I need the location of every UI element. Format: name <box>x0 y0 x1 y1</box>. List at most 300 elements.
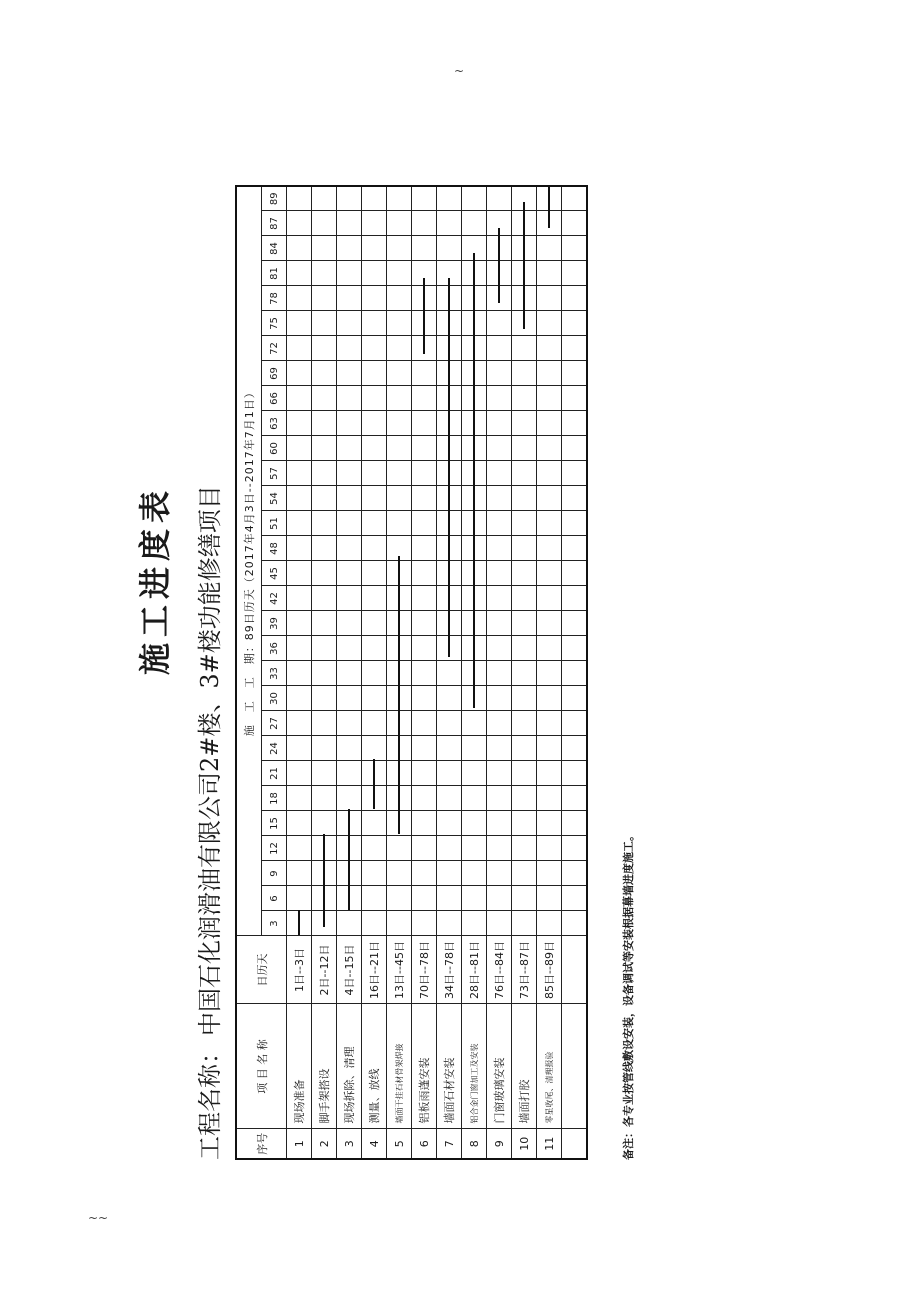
row-seq: 11 <box>537 1129 562 1159</box>
timeline-cell <box>487 761 512 786</box>
timeline-cell <box>337 611 362 636</box>
period-header: 施 工 工 期：89日历天（2017年4月3日--2017年7月1日） <box>236 186 262 936</box>
empty-cell <box>562 236 588 261</box>
timeline-cell <box>487 211 512 236</box>
timeline-cell <box>412 286 437 311</box>
timeline-cell <box>537 261 562 286</box>
timeline-cell <box>537 536 562 561</box>
empty-cell <box>562 711 588 736</box>
row-task-name: 脚手架搭设 <box>312 1004 337 1129</box>
row-seq: 9 <box>487 1129 512 1159</box>
row-duration: 76日--84日 <box>487 936 512 1004</box>
row-task-name: 现场拆除、清理 <box>337 1004 362 1129</box>
timeline-cell <box>512 486 537 511</box>
row-duration: 28日--81日 <box>462 936 487 1004</box>
timeline-cell <box>512 586 537 611</box>
timeline-cell <box>462 836 487 861</box>
day-tick: 15 <box>262 811 287 836</box>
timeline-cell <box>487 861 512 886</box>
empty-cell <box>562 311 588 336</box>
timeline-cell <box>287 236 312 261</box>
timeline-cell <box>437 586 462 611</box>
timeline-cell <box>312 461 337 486</box>
timeline-cell <box>337 636 362 661</box>
timeline-cell <box>537 436 562 461</box>
timeline-cell <box>437 511 462 536</box>
timeline-cell <box>537 586 562 611</box>
timeline-cell <box>362 911 387 936</box>
project-line <box>190 485 230 1160</box>
timeline-cell <box>337 511 362 536</box>
timeline-cell <box>437 311 462 336</box>
timeline-cell <box>487 536 512 561</box>
timeline-cell <box>487 436 512 461</box>
empty-cell <box>562 761 588 786</box>
timeline-cell <box>437 736 462 761</box>
empty-cell <box>562 836 588 861</box>
row-task-name: 门窗玻璃安装 <box>487 1004 512 1129</box>
timeline-cell <box>337 836 362 861</box>
timeline-cell <box>462 911 487 936</box>
timeline-cell <box>462 361 487 386</box>
empty-cell <box>562 411 588 436</box>
timeline-cell <box>487 661 512 686</box>
timeline-cell <box>387 211 412 236</box>
timeline-cell <box>362 761 387 786</box>
row-duration: 13日--45日 <box>387 936 412 1004</box>
timeline-cell <box>287 786 312 811</box>
timeline-cell <box>537 836 562 861</box>
timeline-cell <box>412 811 437 836</box>
timeline-cell <box>462 561 487 586</box>
page-title: 施工进度表 <box>136 485 174 676</box>
empty-cell <box>562 636 588 661</box>
empty-cell <box>562 461 588 486</box>
timeline-cell <box>462 186 487 211</box>
timeline-cell <box>537 411 562 436</box>
empty-cell <box>562 261 588 286</box>
row-task-name: 零星收尾、清理报验 <box>537 1004 562 1129</box>
timeline-cell <box>537 761 562 786</box>
timeline-cell <box>312 261 337 286</box>
timeline-cell <box>462 436 487 461</box>
timeline-cell <box>412 186 437 211</box>
timeline-cell <box>312 761 337 786</box>
timeline-cell <box>337 561 362 586</box>
timeline-cell <box>512 311 537 336</box>
timeline-cell <box>312 686 337 711</box>
timeline-cell <box>487 786 512 811</box>
timeline-cell <box>487 911 512 936</box>
timeline-cell <box>337 861 362 886</box>
timeline-cell <box>412 361 437 386</box>
timeline-cell <box>387 436 412 461</box>
timeline-cell <box>462 286 487 311</box>
timeline-cell <box>337 386 362 411</box>
timeline-cell <box>312 511 337 536</box>
timeline-cell <box>537 211 562 236</box>
timeline-cell <box>487 886 512 911</box>
timeline-cell <box>312 861 337 886</box>
day-tick: 48 <box>262 536 287 561</box>
timeline-cell <box>287 386 312 411</box>
timeline-cell <box>437 486 462 511</box>
empty-cell <box>562 936 588 1004</box>
timeline-cell <box>312 611 337 636</box>
timeline-cell <box>337 361 362 386</box>
days-header: 日历天 <box>236 936 287 1004</box>
timeline-cell <box>462 511 487 536</box>
timeline-cell <box>362 311 387 336</box>
empty-cell <box>562 1129 588 1159</box>
timeline-cell <box>412 786 437 811</box>
timeline-cell <box>462 686 487 711</box>
timeline-cell <box>362 861 387 886</box>
timeline-cell <box>512 336 537 361</box>
timeline-cell <box>387 711 412 736</box>
timeline-cell <box>537 386 562 411</box>
timeline-cell <box>287 661 312 686</box>
timeline-cell <box>312 561 337 586</box>
timeline-cell <box>437 536 462 561</box>
timeline-cell <box>362 286 387 311</box>
timeline-cell <box>412 686 437 711</box>
timeline-cell <box>437 761 462 786</box>
timeline-cell <box>537 286 562 311</box>
timeline-cell <box>437 711 462 736</box>
timeline-cell <box>487 736 512 761</box>
timeline-cell <box>412 386 437 411</box>
schedule-row <box>412 186 437 1159</box>
gantt-bar <box>298 910 300 935</box>
timeline-cell <box>537 861 562 886</box>
timeline-cell <box>387 411 412 436</box>
timeline-cell <box>312 836 337 861</box>
timeline-cell <box>437 261 462 286</box>
schedule-row <box>462 186 487 1159</box>
timeline-cell <box>487 611 512 636</box>
timeline-cell <box>437 811 462 836</box>
timeline-cell <box>287 211 312 236</box>
empty-cell <box>562 286 588 311</box>
timeline-cell <box>362 336 387 361</box>
row-seq: 6 <box>412 1129 437 1159</box>
timeline-cell <box>537 236 562 261</box>
empty-cell <box>562 611 588 636</box>
timeline-cell <box>312 736 337 761</box>
timeline-cell <box>312 886 337 911</box>
day-tick: 3 <box>262 911 287 936</box>
timeline-cell <box>512 286 537 311</box>
timeline-cell <box>412 436 437 461</box>
timeline-cell <box>362 411 387 436</box>
schedule-row <box>337 186 362 1159</box>
timeline-cell <box>537 736 562 761</box>
timeline-cell <box>387 661 412 686</box>
timeline-cell <box>362 436 387 461</box>
timeline-cell <box>462 336 487 361</box>
empty-cell <box>562 911 588 936</box>
row-seq: 3 <box>337 1129 362 1159</box>
timeline-cell <box>387 836 412 861</box>
empty-row <box>562 186 588 1159</box>
row-duration: 1日--3日 <box>287 936 312 1004</box>
timeline-cell <box>287 811 312 836</box>
day-tick: 57 <box>262 461 287 486</box>
timeline-cell <box>512 361 537 386</box>
timeline-cell <box>387 286 412 311</box>
timeline-cell <box>462 411 487 436</box>
timeline-cell <box>387 611 412 636</box>
day-tick: 45 <box>262 561 287 586</box>
timeline-cell <box>462 736 487 761</box>
row-duration: 4日--15日 <box>337 936 362 1004</box>
day-tick: 24 <box>262 736 287 761</box>
timeline-cell <box>362 236 387 261</box>
timeline-cell <box>487 186 512 211</box>
timeline-cell <box>537 511 562 536</box>
timeline-cell <box>362 686 387 711</box>
timeline-cell <box>312 411 337 436</box>
seq-header: 序号 <box>236 1129 287 1159</box>
timeline-cell <box>312 636 337 661</box>
day-tick: 54 <box>262 486 287 511</box>
timeline-cell <box>337 436 362 461</box>
timeline-cell <box>337 786 362 811</box>
timeline-cell <box>337 686 362 711</box>
empty-cell <box>562 661 588 686</box>
timeline-cell <box>512 811 537 836</box>
empty-cell <box>562 511 588 536</box>
timeline-cell <box>337 186 362 211</box>
timeline-cell <box>437 211 462 236</box>
timeline-cell <box>362 536 387 561</box>
row-seq: 4 <box>362 1129 387 1159</box>
timeline-cell <box>387 861 412 886</box>
timeline-cell <box>512 786 537 811</box>
day-tick: 87 <box>262 211 287 236</box>
timeline-cell <box>487 336 512 361</box>
timeline-cell <box>462 536 487 561</box>
timeline-cell <box>337 236 362 261</box>
timeline-cell <box>462 761 487 786</box>
timeline-cell <box>287 686 312 711</box>
timeline-cell <box>512 761 537 786</box>
timeline-cell <box>462 811 487 836</box>
row-seq: 2 <box>312 1129 337 1159</box>
timeline-cell <box>387 786 412 811</box>
day-tick: 78 <box>262 286 287 311</box>
timeline-cell <box>487 811 512 836</box>
timeline-cell <box>487 311 512 336</box>
row-seq: 7 <box>437 1129 462 1159</box>
timeline-cell <box>312 311 337 336</box>
day-tick: 30 <box>262 686 287 711</box>
timeline-cell <box>362 461 387 486</box>
timeline-cell <box>412 636 437 661</box>
timeline-cell <box>337 711 362 736</box>
day-tick: 6 <box>262 886 287 911</box>
schedule-row <box>312 186 337 1159</box>
timeline-cell <box>487 236 512 261</box>
timeline-cell <box>387 911 412 936</box>
timeline-cell <box>362 261 387 286</box>
timeline-cell <box>512 236 537 261</box>
timeline-cell <box>412 611 437 636</box>
timeline-cell <box>337 411 362 436</box>
day-tick: 36 <box>262 636 287 661</box>
page-mark-bottom: ~~ <box>88 1211 109 1225</box>
row-duration: 85日--89日 <box>537 936 562 1004</box>
timeline-cell <box>462 636 487 661</box>
timeline-cell <box>362 486 387 511</box>
day-tick: 84 <box>262 236 287 261</box>
timeline-cell <box>512 711 537 736</box>
empty-cell <box>562 361 588 386</box>
timeline-cell <box>437 836 462 861</box>
empty-cell <box>562 736 588 761</box>
empty-cell <box>562 786 588 811</box>
timeline-cell <box>312 586 337 611</box>
day-tick: 81 <box>262 261 287 286</box>
timeline-cell <box>462 386 487 411</box>
timeline-cell <box>312 211 337 236</box>
timeline-cell <box>537 686 562 711</box>
timeline-cell <box>412 711 437 736</box>
timeline-cell <box>487 411 512 436</box>
row-seq: 5 <box>387 1129 412 1159</box>
timeline-cell <box>312 386 337 411</box>
day-tick: 69 <box>262 361 287 386</box>
timeline-cell <box>287 411 312 436</box>
schedule-row <box>512 186 537 1159</box>
timeline-cell <box>312 786 337 811</box>
timeline-cell <box>287 761 312 786</box>
timeline-cell <box>287 486 312 511</box>
project-label: 工程名称： <box>196 1040 224 1160</box>
timeline-cell <box>312 336 337 361</box>
timeline-cell <box>412 761 437 786</box>
timeline-cell <box>412 261 437 286</box>
schedule-row <box>487 186 512 1159</box>
timeline-cell <box>512 661 537 686</box>
empty-cell <box>562 811 588 836</box>
day-tick: 51 <box>262 511 287 536</box>
day-tick: 39 <box>262 611 287 636</box>
empty-cell <box>562 586 588 611</box>
timeline-cell <box>312 911 337 936</box>
timeline-cell <box>537 611 562 636</box>
timeline-cell <box>512 411 537 436</box>
timeline-cell <box>287 336 312 361</box>
timeline-cell <box>412 836 437 861</box>
empty-cell <box>562 536 588 561</box>
timeline-cell <box>512 736 537 761</box>
timeline-cell <box>487 636 512 661</box>
empty-cell <box>562 186 588 211</box>
timeline-cell <box>287 886 312 911</box>
empty-cell <box>562 211 588 236</box>
timeline-cell <box>287 536 312 561</box>
day-tick: 89 <box>262 186 287 211</box>
timeline-cell <box>337 811 362 836</box>
timeline-cell <box>487 486 512 511</box>
timeline-cell <box>287 636 312 661</box>
row-duration: 2日--12日 <box>312 936 337 1004</box>
empty-cell <box>562 386 588 411</box>
timeline-cell <box>312 361 337 386</box>
timeline-cell <box>487 711 512 736</box>
timeline-cell <box>312 186 337 211</box>
timeline-cell <box>387 536 412 561</box>
day-tick: 60 <box>262 436 287 461</box>
day-tick: 12 <box>262 836 287 861</box>
timeline-cell <box>362 586 387 611</box>
schedule-row <box>437 186 462 1159</box>
timeline-cell <box>337 311 362 336</box>
timeline-cell <box>462 486 487 511</box>
empty-cell <box>562 561 588 586</box>
timeline-cell <box>362 211 387 236</box>
timeline-cell <box>362 611 387 636</box>
timeline-cell <box>537 911 562 936</box>
timeline-cell <box>437 861 462 886</box>
rotated-document <box>130 0 650 1160</box>
timeline-cell <box>362 361 387 386</box>
timeline-cell <box>512 686 537 711</box>
timeline-cell <box>337 286 362 311</box>
timeline-cell <box>287 836 312 861</box>
row-task-name: 现场准备 <box>287 1004 312 1129</box>
timeline-cell <box>487 836 512 861</box>
timeline-cell <box>487 286 512 311</box>
timeline-cell <box>537 886 562 911</box>
timeline-cell <box>387 486 412 511</box>
timeline-cell <box>437 336 462 361</box>
timeline-cell <box>387 636 412 661</box>
timeline-cell <box>362 711 387 736</box>
timeline-cell <box>412 311 437 336</box>
timeline-cell <box>512 211 537 236</box>
timeline-cell <box>512 886 537 911</box>
row-seq: 1 <box>287 1129 312 1159</box>
day-tick: 21 <box>262 761 287 786</box>
day-tick: 72 <box>262 336 287 361</box>
schedule-row <box>362 186 387 1159</box>
timeline-cell <box>537 461 562 486</box>
timeline-cell <box>512 636 537 661</box>
row-task-name: 测量、放线 <box>362 1004 387 1129</box>
day-tick: 27 <box>262 711 287 736</box>
timeline-cell <box>462 886 487 911</box>
timeline-cell <box>387 586 412 611</box>
timeline-cell <box>287 261 312 286</box>
schedule-table-wrapper <box>235 185 588 1160</box>
timeline-cell <box>287 361 312 386</box>
timeline-cell <box>312 236 337 261</box>
timeline-cell <box>462 711 487 736</box>
timeline-cell <box>437 686 462 711</box>
row-task-name: 铝板雨蓬安装 <box>412 1004 437 1129</box>
timeline-cell <box>437 461 462 486</box>
schedule-row <box>387 186 412 1159</box>
timeline-cell <box>462 261 487 286</box>
timeline-cell <box>462 786 487 811</box>
timeline-cell <box>437 186 462 211</box>
timeline-cell <box>412 511 437 536</box>
project-name: 中国石化润滑油有限公司2#楼、3#楼功能修缮项目 <box>196 485 224 1036</box>
timeline-cell <box>512 436 537 461</box>
